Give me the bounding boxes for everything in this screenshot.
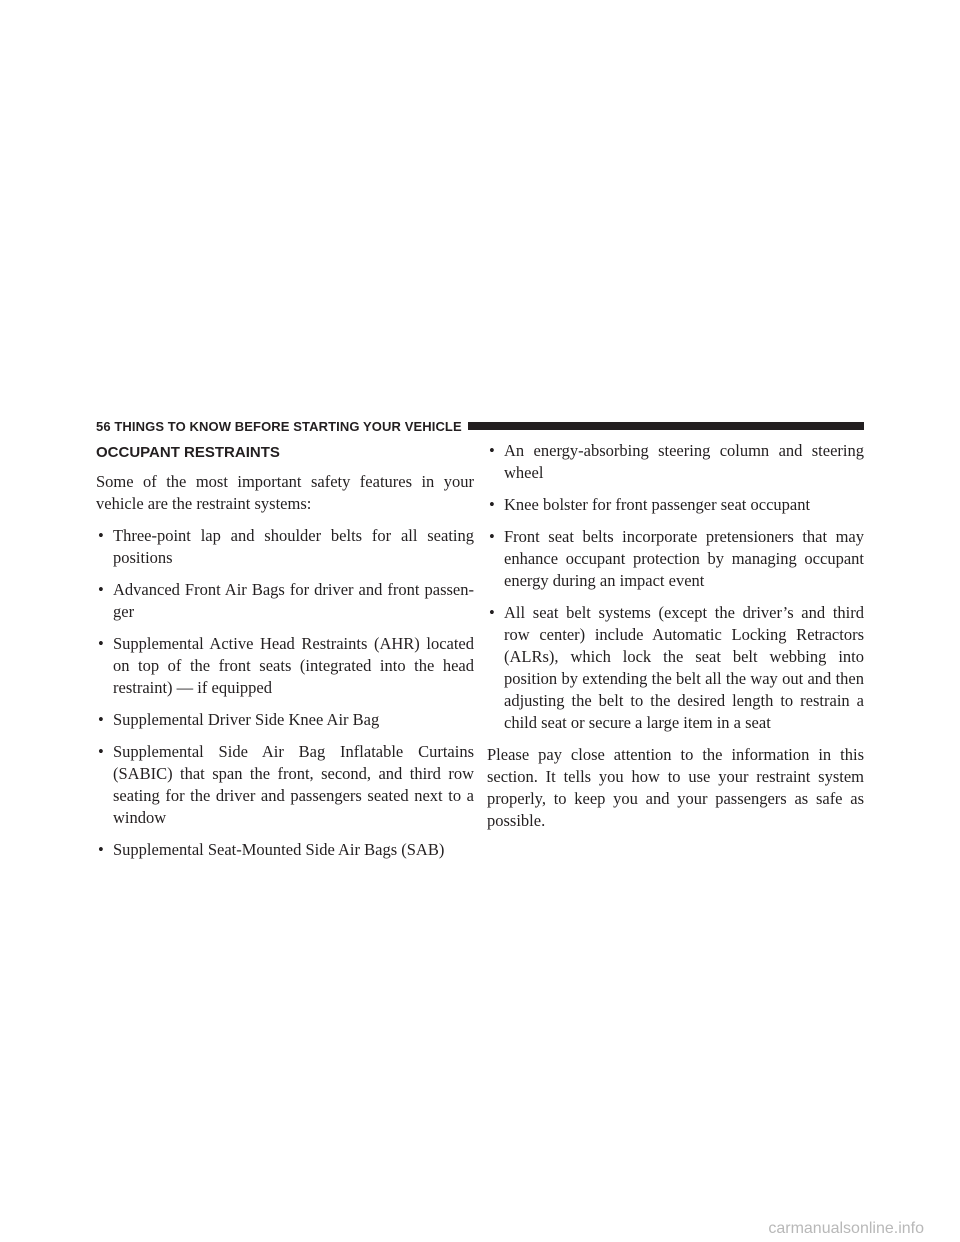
list-item [487, 494, 864, 516]
bullet-icon: • [98, 580, 104, 599]
list-item [487, 602, 864, 734]
list-item [487, 440, 864, 484]
list-item-text: Front seat belts incorporate pretensioners that may enhance occupant protection by managing occupant energy during an impact event [504, 527, 864, 590]
right-column [487, 440, 864, 842]
list-item [96, 579, 474, 623]
list-item [96, 839, 474, 861]
list-item-text: Advanced Front Air Bags for driver and front passen-ger [113, 580, 474, 621]
bullet-icon: • [98, 634, 104, 653]
section-title: OCCUPANT RESTRAINTS [96, 444, 280, 461]
watermark-text: carmanualsonline.info [768, 1220, 924, 1237]
list-item-text: An energy-absorbing steering column and steering wheel [504, 441, 864, 482]
bullet-icon: • [489, 603, 495, 622]
list-item [96, 709, 474, 731]
list-item-text: Supplemental Active Head Restraints (AHR) located on top of the front seats (integrated into the head restraint) — if equipped [113, 634, 474, 697]
bullet-icon: • [98, 742, 104, 761]
list-item [487, 526, 864, 592]
closing-paragraph: Please pay close attention to the information in this section. It tells you how to use your restraint system properly, to keep you and your passengers as safe as possible. [487, 745, 864, 830]
page-header-text: 56 THINGS TO KNOW BEFORE STARTING YOUR VEHICLE [96, 418, 462, 434]
bullet-icon: • [489, 441, 495, 460]
left-column [96, 440, 474, 871]
list-item-text: All seat belt systems (except the driver’s and third row center) include Automatic Locking Retractors (ALRs), which lock the seat belt webbing into position by extending the belt all the way out and then adjusting the belt to the desired length to restrain a child seat or secure a large item in a seat [504, 603, 864, 732]
list-item-text: Supplemental Side Air Bag Inflatable Curtains (SABIC) that span the front, second, and third row seating for the driver and passengers seated next to a window [113, 742, 474, 827]
bullet-icon: • [98, 840, 104, 859]
list-item [96, 525, 474, 569]
bullet-icon: • [98, 526, 104, 545]
list-item-text: Supplemental Driver Side Knee Air Bag [113, 710, 380, 729]
intro-paragraph: Some of the most important safety features in your vehicle are the restraint systems: [96, 472, 474, 513]
right-bullet-list [487, 440, 864, 734]
bullet-icon: • [489, 495, 495, 514]
list-item-text: Supplemental Seat-Mounted Side Air Bags (SAB) [113, 840, 445, 859]
page-header [96, 418, 864, 434]
bullet-icon: • [489, 527, 495, 546]
list-item [96, 741, 474, 829]
list-item-text: Three-point lap and shoulder belts for all seating positions [113, 526, 474, 567]
list-item-text: Knee bolster for front passenger seat occupant [504, 495, 811, 514]
header-rule [468, 422, 864, 430]
left-bullet-list [96, 525, 474, 861]
list-item [96, 633, 474, 699]
bullet-icon: • [98, 710, 104, 729]
